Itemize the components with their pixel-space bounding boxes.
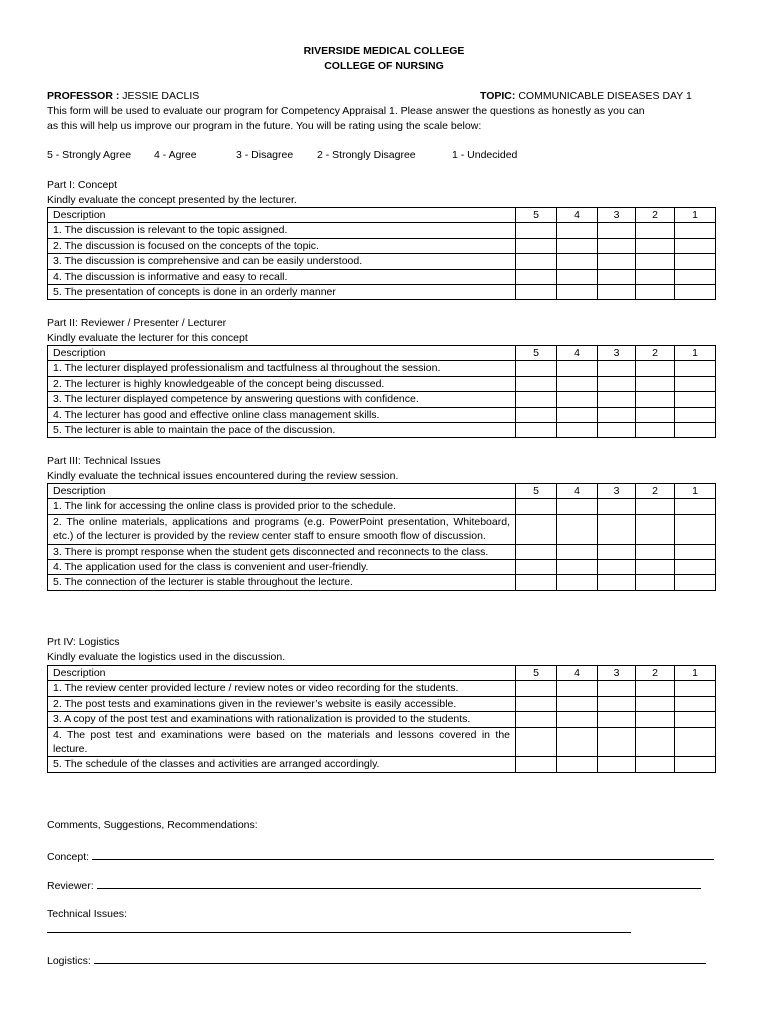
- rating-cell-4[interactable]: [557, 269, 598, 284]
- rating-header-2: 2: [636, 666, 675, 681]
- rating-cell-3[interactable]: [598, 696, 636, 711]
- concept-label: Concept:: [47, 851, 90, 863]
- rating-cell-4[interactable]: [557, 544, 598, 559]
- rating-cell-2[interactable]: [636, 514, 675, 544]
- rating-cell-4[interactable]: [557, 285, 598, 300]
- comments-heading: Comments, Suggestions, Recommendations:: [47, 819, 258, 831]
- scale-3: 3 - Disagree: [236, 149, 294, 161]
- rating-cell-2[interactable]: [636, 544, 675, 559]
- rating-cell-3[interactable]: [598, 514, 636, 544]
- rating-cell-4[interactable]: [557, 757, 598, 772]
- item-description: 2. The lecturer is highly knowledgeable of the concept being discussed.: [48, 376, 516, 391]
- table-row: [48, 514, 716, 544]
- table-row: [48, 407, 716, 422]
- scale-5: 5 - Strongly Agree: [47, 149, 132, 161]
- rating-cell-4[interactable]: [557, 376, 598, 391]
- rating-cell-3[interactable]: [598, 757, 636, 772]
- rating-cell-5[interactable]: [516, 254, 557, 269]
- table-row: [48, 361, 716, 376]
- rating-cell-3[interactable]: [598, 223, 636, 238]
- rating-cell-2[interactable]: [636, 499, 675, 514]
- table-row: [48, 376, 716, 391]
- rating-cell-1[interactable]: [675, 727, 716, 757]
- rating-cell-1[interactable]: [675, 575, 716, 590]
- rating-cell-1[interactable]: [675, 757, 716, 772]
- table-header-row: [48, 484, 716, 499]
- rating-header-5: 5: [516, 666, 557, 681]
- description-header: Description: [48, 208, 516, 223]
- rating-cell-4[interactable]: [557, 238, 598, 253]
- item-description: 5. The schedule of the classes and activities are arranged accordingly.: [48, 757, 516, 772]
- table-row: [48, 560, 716, 575]
- rating-cell-4[interactable]: [557, 392, 598, 407]
- rating-cell-1[interactable]: [675, 544, 716, 559]
- rating-cell-2[interactable]: [636, 757, 675, 772]
- rating-cell-1[interactable]: [675, 223, 716, 238]
- rating-cell-5[interactable]: [516, 392, 557, 407]
- rating-cell-4[interactable]: [557, 696, 598, 711]
- technical-comment-row: [47, 921, 631, 937]
- rating-cell-1[interactable]: [675, 392, 716, 407]
- rating-cell-1[interactable]: [675, 269, 716, 284]
- section-instruction-2: Kindly evaluate the lecturer for this concept: [47, 332, 248, 344]
- reviewer-comment-line[interactable]: [97, 877, 701, 889]
- rating-cell-5[interactable]: [516, 514, 557, 544]
- rating-cell-4[interactable]: [557, 560, 598, 575]
- rating-cell-3[interactable]: [598, 560, 636, 575]
- evaluation-table-logistics: [47, 665, 716, 773]
- rating-cell-1[interactable]: [675, 681, 716, 696]
- rating-cell-1[interactable]: [675, 423, 716, 438]
- scale-4: 4 - Agree: [154, 149, 197, 161]
- rating-cell-5[interactable]: [516, 757, 557, 772]
- section-instruction-1: Kindly evaluate the concept presented by the lecturer.: [47, 194, 297, 206]
- rating-header-5: 5: [516, 208, 557, 223]
- rating-cell-2[interactable]: [636, 392, 675, 407]
- item-description: 4. The discussion is informative and easy to recall.: [48, 269, 516, 284]
- professor-name: JESSIE DACLIS: [122, 90, 200, 102]
- rating-header-1: 1: [675, 666, 716, 681]
- professor-label: PROFESSOR :: [47, 90, 120, 102]
- table-row: [48, 575, 716, 590]
- table-header-row: [48, 666, 716, 681]
- item-description: 2. The online materials, applications and programs (e.g. PowerPoint presentation, Whiteboard, etc.) of the lecturer is provided by the review center staff to ensure smooth flow of discussion.: [48, 514, 516, 544]
- rating-cell-4[interactable]: [557, 712, 598, 727]
- rating-cell-4[interactable]: [557, 223, 598, 238]
- rating-header-3: 3: [598, 666, 636, 681]
- table-row: [48, 757, 716, 772]
- topic-value: COMMUNICABLE DISEASES DAY 1: [518, 90, 692, 102]
- concept-comment-line[interactable]: [92, 848, 714, 860]
- item-description: 1. The lecturer displayed professionalism and tactfulness al throughout the session.: [48, 361, 516, 376]
- item-description: 3. The lecturer displayed competence by answering questions with confidence.: [48, 392, 516, 407]
- description-header: Description: [48, 484, 516, 499]
- rating-cell-2[interactable]: [636, 696, 675, 711]
- rating-cell-1[interactable]: [675, 361, 716, 376]
- rating-cell-2[interactable]: [636, 407, 675, 422]
- rating-cell-3[interactable]: [598, 575, 636, 590]
- rating-header-2: 2: [636, 208, 675, 223]
- rating-header-4: 4: [557, 346, 598, 361]
- section-instruction-4: Kindly evaluate the logistics used in the discussion.: [47, 651, 286, 663]
- table-row: [48, 285, 716, 300]
- rating-cell-5[interactable]: [516, 544, 557, 559]
- logistics-comment-line[interactable]: [94, 952, 706, 964]
- table-row: [48, 727, 716, 757]
- rating-cell-4[interactable]: [557, 407, 598, 422]
- rating-cell-4[interactable]: [557, 681, 598, 696]
- rating-cell-1[interactable]: [675, 499, 716, 514]
- rating-cell-2[interactable]: [636, 681, 675, 696]
- college-name: RIVERSIDE MEDICAL COLLEGE: [303, 45, 465, 57]
- item-description: 2. The discussion is focused on the concepts of the topic.: [48, 238, 516, 253]
- technical-label: Technical Issues:: [47, 908, 127, 920]
- reviewer-comment-row: [47, 877, 701, 893]
- rating-cell-4[interactable]: [557, 727, 598, 757]
- rating-header-3: 3: [598, 208, 636, 223]
- rating-cell-3[interactable]: [598, 544, 636, 559]
- description-header: Description: [48, 346, 516, 361]
- table-header-row: [48, 208, 716, 223]
- technical-comment-line[interactable]: [47, 921, 631, 933]
- item-description: 3. There is prompt response when the student gets disconnected and reconnects to the class.: [48, 544, 516, 559]
- table-row: [48, 544, 716, 559]
- item-description: 5. The presentation of concepts is done in an orderly manner: [48, 285, 516, 300]
- rating-cell-2[interactable]: [636, 238, 675, 253]
- table-row: [48, 499, 716, 514]
- intro-line-2: as this will help us improve our program in the future. You will be rating using the scale below:: [47, 120, 482, 132]
- rating-cell-1[interactable]: [675, 712, 716, 727]
- rating-cell-5[interactable]: [516, 376, 557, 391]
- item-description: 1. The link for accessing the online class is provided prior to the schedule.: [48, 499, 516, 514]
- rating-cell-5[interactable]: [516, 712, 557, 727]
- rating-cell-4[interactable]: [557, 361, 598, 376]
- table-row: [48, 223, 716, 238]
- rating-header-3: 3: [598, 484, 636, 499]
- item-description: 4. The post test and examinations were based on the materials and lessons covered in the lecture.: [48, 727, 516, 757]
- section-title-1: Part I: Concept: [47, 179, 118, 191]
- rating-cell-2[interactable]: [636, 269, 675, 284]
- rating-cell-5[interactable]: [516, 696, 557, 711]
- rating-cell-1[interactable]: [675, 407, 716, 422]
- scale-2: 2 - Strongly Disagree: [317, 149, 416, 161]
- rating-cell-2[interactable]: [636, 361, 675, 376]
- rating-cell-3[interactable]: [598, 238, 636, 253]
- evaluation-table-lecturer: [47, 345, 716, 438]
- rating-cell-5[interactable]: [516, 269, 557, 284]
- evaluation-table-technical: [47, 483, 716, 591]
- rating-cell-1[interactable]: [675, 254, 716, 269]
- rating-cell-5[interactable]: [516, 499, 557, 514]
- table-row: [48, 681, 716, 696]
- rating-cell-2[interactable]: [636, 254, 675, 269]
- rating-header-4: 4: [557, 208, 598, 223]
- rating-cell-5[interactable]: [516, 727, 557, 757]
- rating-header-4: 4: [557, 666, 598, 681]
- rating-cell-2[interactable]: [636, 423, 675, 438]
- scale-1: 1 - Undecided: [452, 149, 518, 161]
- rating-header-4: 4: [557, 484, 598, 499]
- rating-header-5: 5: [516, 346, 557, 361]
- rating-cell-3[interactable]: [598, 712, 636, 727]
- rating-cell-2[interactable]: [636, 575, 675, 590]
- table-row: [48, 238, 716, 253]
- rating-scale: [0, 148, 768, 162]
- rating-cell-1[interactable]: [675, 376, 716, 391]
- table-row: [48, 712, 716, 727]
- professor-line: [47, 89, 199, 103]
- logistics-label: Logistics:: [47, 955, 91, 967]
- rating-cell-5[interactable]: [516, 560, 557, 575]
- topic-label: TOPIC:: [480, 90, 516, 102]
- table-row: [48, 423, 716, 438]
- rating-cell-3[interactable]: [598, 423, 636, 438]
- table-row: [48, 254, 716, 269]
- evaluation-table-concept: [47, 207, 716, 300]
- rating-cell-5[interactable]: [516, 407, 557, 422]
- concept-comment-row: [47, 848, 714, 864]
- rating-cell-1[interactable]: [675, 560, 716, 575]
- rating-cell-3[interactable]: [598, 407, 636, 422]
- rating-cell-5[interactable]: [516, 575, 557, 590]
- rating-cell-4[interactable]: [557, 499, 598, 514]
- intro-line-1: This form will be used to evaluate our program for Competency Appraisal 1. Please answer the questions as honestly as you can: [47, 105, 645, 117]
- rating-cell-3[interactable]: [598, 376, 636, 391]
- item-description: 2. The post tests and examinations given in the reviewer’s website is easily accessible.: [48, 696, 516, 711]
- topic-line: [480, 89, 692, 103]
- reviewer-label: Reviewer:: [47, 880, 94, 892]
- department-name: COLLEGE OF NURSING: [324, 60, 444, 72]
- rating-cell-5[interactable]: [516, 423, 557, 438]
- rating-cell-4[interactable]: [557, 423, 598, 438]
- rating-cell-2[interactable]: [636, 223, 675, 238]
- rating-cell-3[interactable]: [598, 269, 636, 284]
- logistics-comment-row: [47, 952, 706, 968]
- rating-cell-3[interactable]: [598, 681, 636, 696]
- item-description: 5. The connection of the lecturer is stable throughout the lecture.: [48, 575, 516, 590]
- rating-header-1: 1: [675, 484, 716, 499]
- table-row: [48, 696, 716, 711]
- table-row: [48, 269, 716, 284]
- rating-cell-3[interactable]: [598, 499, 636, 514]
- rating-cell-2[interactable]: [636, 376, 675, 391]
- rating-cell-3[interactable]: [598, 392, 636, 407]
- section-instruction-3: Kindly evaluate the technical issues encountered during the review session.: [47, 470, 399, 482]
- table-row: [48, 392, 716, 407]
- rating-cell-1[interactable]: [675, 514, 716, 544]
- rating-cell-2[interactable]: [636, 727, 675, 757]
- item-description: 4. The application used for the class is convenient and user-friendly.: [48, 560, 516, 575]
- item-description: 5. The lecturer is able to maintain the pace of the discussion.: [48, 423, 516, 438]
- item-description: 4. The lecturer has good and effective online class management skills.: [48, 407, 516, 422]
- rating-cell-1[interactable]: [675, 285, 716, 300]
- rating-cell-4[interactable]: [557, 514, 598, 544]
- description-header: Description: [48, 666, 516, 681]
- rating-header-2: 2: [636, 484, 675, 499]
- item-description: 3. The discussion is comprehensive and can be easily understood.: [48, 254, 516, 269]
- rating-cell-5[interactable]: [516, 238, 557, 253]
- rating-cell-3[interactable]: [598, 361, 636, 376]
- section-title-3: Part III: Technical Issues: [47, 455, 161, 467]
- rating-cell-5[interactable]: [516, 285, 557, 300]
- item-description: 3. A copy of the post test and examinations with rationalization is provided to the students.: [48, 712, 516, 727]
- rating-cell-3[interactable]: [598, 727, 636, 757]
- section-title-2: Part II: Reviewer / Presenter / Lecturer: [47, 317, 227, 329]
- rating-cell-1[interactable]: [675, 696, 716, 711]
- rating-cell-3[interactable]: [598, 285, 636, 300]
- rating-header-2: 2: [636, 346, 675, 361]
- rating-cell-2[interactable]: [636, 285, 675, 300]
- table-header-row: [48, 346, 716, 361]
- rating-cell-2[interactable]: [636, 712, 675, 727]
- item-description: 1. The discussion is relevant to the topic assigned.: [48, 223, 516, 238]
- rating-cell-5[interactable]: [516, 223, 557, 238]
- rating-cell-4[interactable]: [557, 254, 598, 269]
- rating-header-3: 3: [598, 346, 636, 361]
- rating-header-1: 1: [675, 346, 716, 361]
- rating-cell-4[interactable]: [557, 575, 598, 590]
- rating-cell-2[interactable]: [636, 560, 675, 575]
- rating-cell-1[interactable]: [675, 238, 716, 253]
- rating-header-5: 5: [516, 484, 557, 499]
- rating-cell-5[interactable]: [516, 361, 557, 376]
- item-description: 1. The review center provided lecture / review notes or video recording for the students.: [48, 681, 516, 696]
- section-title-4: Prt IV: Logistics: [47, 636, 120, 648]
- rating-cell-5[interactable]: [516, 681, 557, 696]
- rating-header-1: 1: [675, 208, 716, 223]
- rating-cell-3[interactable]: [598, 254, 636, 269]
